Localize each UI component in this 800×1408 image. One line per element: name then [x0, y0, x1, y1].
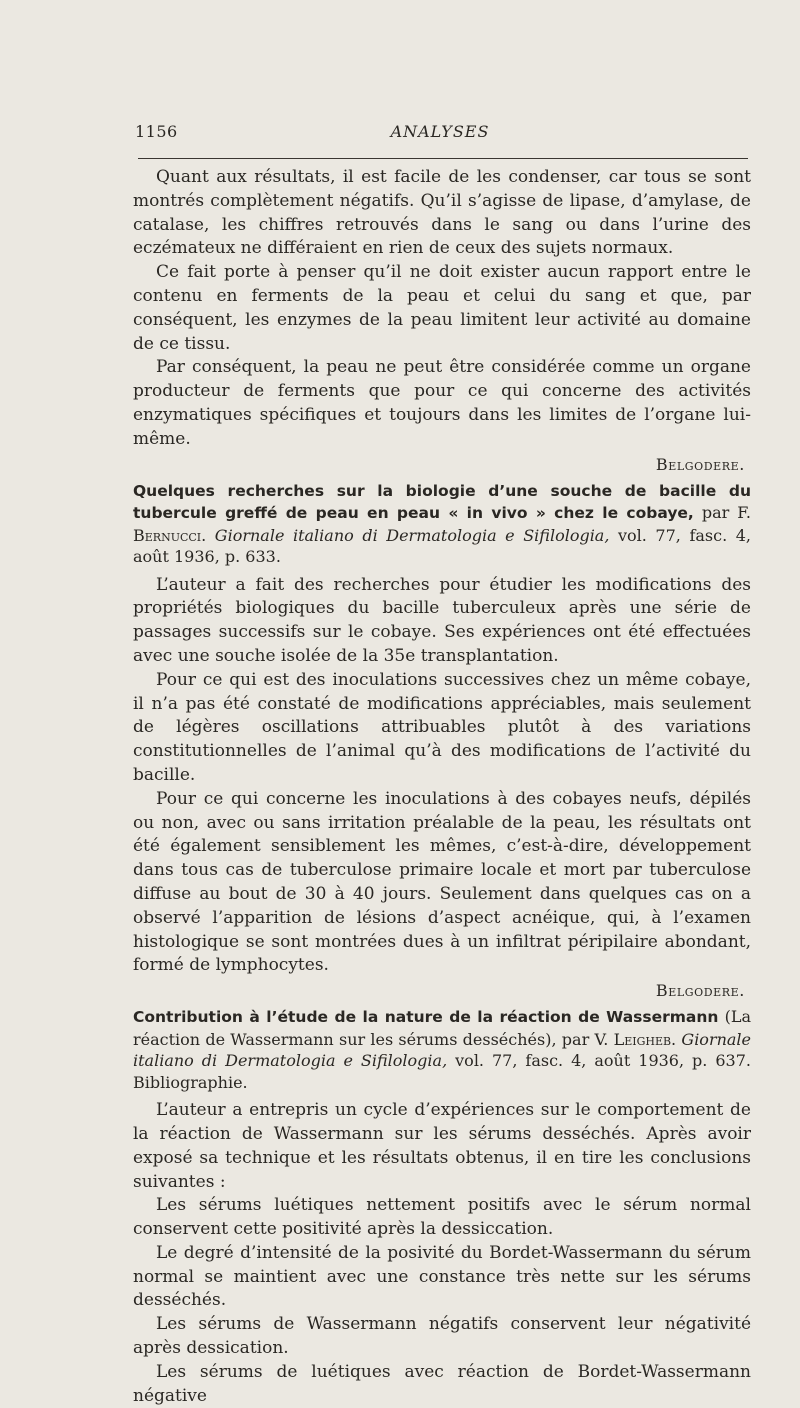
paragraph: Pour ce qui est des inoculations successives chez un même cobaye, il n’a pas été constaté de modifications appréciables, mais seulement de légères oscillations attribuables plutôt à des variations constitutionnelles de l’animal qu’à des modifications de l’activité du bacille.: [133, 669, 751, 785]
paragraph: L’auteur a entrepris un cycle d’expériences sur le comportement de la réaction de Wassermann sur les sérums desséchés. Après avoir exposé sa technique et les résultats obtenus, il en tire les conclusions suivantes :: [133, 1100, 751, 1192]
journal-name: Giornale italiano di Dermatologia e Sifilologia,: [133, 1029, 752, 1071]
abstract-body-2: [133, 1099, 751, 1408]
page-number: 1156: [135, 122, 178, 141]
article-title: Contribution à l’étude de la nature de la réaction de Wassermann: [133, 1008, 719, 1027]
author-prefix: par F.: [701, 503, 751, 523]
reviewer-signature: Belgodere.: [655, 981, 745, 1001]
citation: vol. 77, fasc. 4, août 1936, p. 637. Bibliographie.: [133, 1051, 751, 1092]
journal-name: Giornale italiano di Dermatologia e Sifilologia,: [214, 525, 610, 545]
page-body: [133, 166, 751, 1408]
article-subtitle: (La réaction de Wassermann sur les sérums desséchés),: [133, 1007, 751, 1049]
article-author: Bernucci.: [133, 525, 207, 545]
paragraph: Quant aux résultats, il est facile de les condenser, car tous se sont montrés complètement négatifs. Qu’il s’agisse de lipase, d’amylase, de catalase, les chiffres retrouvés dans le sang ou dans l’urine des eczémateux ne différaient en rien de ceux des sujets normaux.: [133, 167, 751, 259]
article-title: Quelques recherches sur la biologie d’une souche de bacille du tubercule greffé de peau en peau « in vivo » chez le cobaye,: [133, 481, 751, 523]
article-author: Leigheb.: [613, 1029, 677, 1049]
paragraph: Pour ce qui concerne les inoculations à des cobayes neufs, dépilés ou non, avec ou sans irritation préalable de la peau, les résultats ont été également sensiblement les mêmes, c’est-à-dire, développement dans tous cas de tuberculose primaire locale et mort par tuberculose diffuse au bout de 30 à 40 jours. Seulement dans quelques cas on a observé l’apparition de lésions d’aspect acnéique, qui, à l’examen histologique se sont montrées dues à un infiltrat péripilaire abondant, formé de lymphocytes.: [133, 788, 751, 976]
paragraph: Le degré d’intensité de la posivité du Bordet-Wassermann du sérum normal se maintient avec une constance très nette sur les sérums desséchés.: [133, 1242, 751, 1311]
citation: vol. 77, fasc. 4, août 1936, p. 633.: [133, 525, 751, 567]
paragraph: Par conséquent, la peau ne peut être considérée comme un organe producteur de ferments que pour ce qui concerne des activités enzymatiques spécifiques et toujours dans les limites de l’organe lui-même.: [133, 357, 751, 449]
header-rule: [138, 158, 748, 159]
page-header: [135, 122, 745, 144]
paragraph: Les sérums de Wassermann négatifs conservent leur négativité après dessication.: [133, 1314, 751, 1359]
section-continuation: [133, 166, 751, 477]
abstract-entry-1: [133, 480, 751, 568]
author-prefix: par V.: [561, 1029, 609, 1049]
abstract-body-1: [133, 574, 751, 1004]
paragraph: L’auteur a fait des recherches pour étudier les modifications des propriétés biologiques du bacille tuberculeux après une série de passages successifs sur le cobaye. Ses expériences ont été effectuées avec une souche isolée de la 35e transplantation.: [133, 574, 751, 666]
running-title: ANALYSES: [390, 122, 490, 141]
reviewer-signature: Belgodere.: [655, 454, 745, 474]
paragraph: Ce fait porte à penser qu’il ne doit exister aucun rapport entre le contenu en ferments de la peau et celui du sang et que, par conséquent, les enzymes de la peau limitent leur activité au domaine de ce tissu.: [133, 262, 751, 354]
paragraph: Les sérums de luétiques avec réaction de Bordet-Wassermann négative: [133, 1361, 751, 1406]
paragraph: Les sérums luétiques nettement positifs avec le sérum normal conservent cette positivité après la dessiccation.: [133, 1195, 751, 1240]
abstract-entry-2: [133, 1006, 751, 1093]
